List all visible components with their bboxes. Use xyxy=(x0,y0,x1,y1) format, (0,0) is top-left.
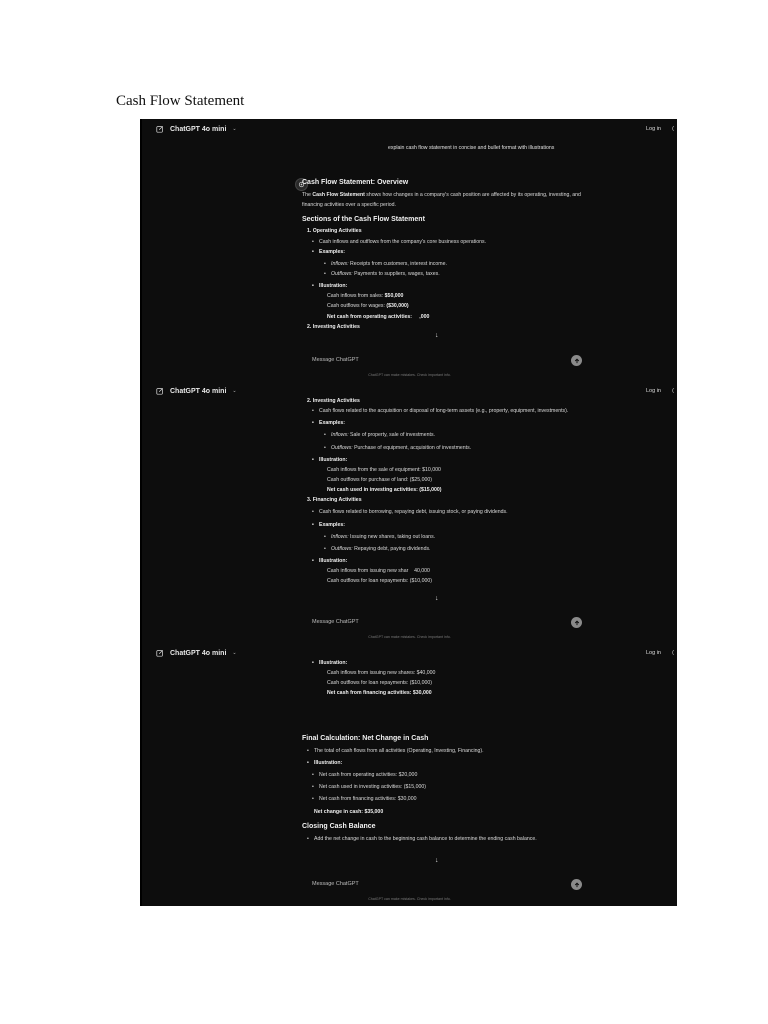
illustration-label: • Illustration: xyxy=(319,660,347,666)
operating-description: • Cash inflows and outflows from the company's core business operations. xyxy=(319,239,486,245)
chevron-down-icon: ⌄ xyxy=(232,126,237,132)
intro-paragraph: The Cash Flow Statement shows how changes in a company's cash position are affected by its operating, investing, and financing activities over a specific period. xyxy=(302,191,581,208)
examples-label: • Examples: xyxy=(319,420,345,426)
investing-illustration-1: Cash inflows from the sale of equipment: $10,000 xyxy=(327,466,441,473)
model-selector[interactable] xyxy=(156,125,237,133)
net-change-in-cash: Net change in cash: $35,000 xyxy=(314,809,384,816)
screenshot-3 xyxy=(140,643,677,906)
investing-illustration-2: Cash outflows for purchase of land: ($25,000) xyxy=(327,476,432,483)
disclaimer: ChatGPT can make mistakes. Check important info. xyxy=(368,373,451,377)
chevron-down-icon: ⌄ xyxy=(232,650,237,656)
disclaimer: ChatGPT can make mistakes. Check important info. xyxy=(368,897,451,901)
send-button[interactable] xyxy=(571,355,582,366)
model-name: ChatGPT 4o mini xyxy=(170,125,227,133)
document-title: Cash Flow Statement xyxy=(116,93,245,109)
final-illustration-1: • Net cash from operating activities: $20,000 xyxy=(319,772,417,778)
operating-illustration-3: Net cash from operating activities: ,000 xyxy=(327,313,430,320)
message-input[interactable]: Message ChatGPT xyxy=(312,357,359,363)
login-link[interactable]: Log in xyxy=(646,388,661,394)
examples-label: • Examples: xyxy=(319,522,345,528)
operating-outflows: • Outflows: Payments to suppliers, wages, taxes. xyxy=(331,271,440,277)
send-button[interactable] xyxy=(571,879,582,890)
assistant-response xyxy=(302,396,582,586)
scroll-down-icon[interactable]: ↓ xyxy=(435,857,439,864)
financing-inflows: • Inflows: Issuing new shares, taking out loans. xyxy=(331,534,435,540)
sections-heading: Sections of the Cash Flow Statement xyxy=(302,215,425,223)
financing-illustration-1: Cash inflows from issuing new shar 40,000 xyxy=(327,568,430,575)
message-composer[interactable] xyxy=(312,879,582,893)
scroll-down-icon[interactable]: ↓ xyxy=(435,332,439,339)
illustration-label: • Illustration: xyxy=(314,760,342,766)
financing-illustration-3: Net cash from financing activities: $30,000 xyxy=(327,690,432,697)
message-composer[interactable] xyxy=(312,355,582,369)
investing-outflows: • Outflows: Purchase of equipment, acquisition of investments. xyxy=(331,445,471,451)
scroll-down-icon[interactable]: ↓ xyxy=(435,595,439,602)
final-illustration-2: • Net cash used in investing activities: ($15,000) xyxy=(319,784,426,790)
closing-description: • Add the net change in cash to the beginning cash balance to determine the ending cash balance. xyxy=(314,836,537,842)
assistant-response xyxy=(302,658,582,699)
financing-activities-item: 3. Financing Activities xyxy=(307,497,362,504)
arrow-up-icon xyxy=(574,882,580,888)
examples-label: • Examples: xyxy=(319,249,345,255)
cropped-button-edge: ( xyxy=(672,650,674,656)
disclaimer: ChatGPT can make mistakes. Check important info. xyxy=(368,635,451,639)
new-chat-icon[interactable] xyxy=(156,125,164,133)
model-selector[interactable] xyxy=(156,387,237,395)
screenshot-2 xyxy=(140,381,677,643)
message-composer[interactable] xyxy=(312,617,582,631)
operating-inflows: • Inflows: Receipts from customers, interest income. xyxy=(331,261,447,267)
arrow-up-icon xyxy=(574,358,580,364)
final-illustration-3: • Net cash from financing activities: $30,000 xyxy=(319,796,416,802)
illustration-label: • Illustration: xyxy=(319,457,347,463)
send-button[interactable] xyxy=(571,617,582,628)
investing-activities-item: 2. Investing Activities xyxy=(307,323,360,330)
assistant-response xyxy=(302,177,582,332)
operating-illustration-2: Cash outflows for wages: ($30,000) xyxy=(327,303,409,310)
overview-heading: Cash Flow Statement: Overview xyxy=(302,179,409,186)
investing-description: • Cash flows related to the acquisition or disposal of long-term assets (e.g., property, equipment, investments). xyxy=(319,408,568,414)
screenshot-1 xyxy=(140,119,677,381)
financing-illustration-1: Cash inflows from issuing new shares: $40,000 xyxy=(327,670,436,677)
message-input[interactable]: Message ChatGPT xyxy=(312,881,359,887)
investing-inflows: • Inflows: Sale of property, sale of investments. xyxy=(331,432,435,438)
login-link[interactable]: Log in xyxy=(646,126,661,132)
financing-illustration-2: Cash outflows for loan repayments: ($10,000) xyxy=(327,680,432,687)
model-selector[interactable] xyxy=(156,649,237,657)
user-message: explain cash flow statement in concise and bullet format with illustrations xyxy=(388,145,555,151)
final-calculation-heading: Final Calculation: Net Change in Cash xyxy=(302,735,429,742)
assistant-response-continued xyxy=(302,733,582,844)
new-chat-icon[interactable] xyxy=(156,387,164,395)
financing-illustration-2: Cash outflows for loan repayments: ($10,000) xyxy=(327,578,432,585)
message-input[interactable]: Message ChatGPT xyxy=(312,619,359,625)
closing-balance-heading: Closing Cash Balance xyxy=(302,823,376,831)
investing-activities-item: 2. Investing Activities xyxy=(307,398,360,404)
investing-illustration-3: Net cash used in investing activities: ($15,000) xyxy=(327,487,442,494)
cropped-button-edge: ( xyxy=(672,126,674,132)
cropped-button-edge: ( xyxy=(672,388,674,394)
new-chat-icon[interactable] xyxy=(156,649,164,657)
login-link[interactable]: Log in xyxy=(646,650,661,656)
chevron-down-icon: ⌄ xyxy=(232,388,237,394)
final-description: • The total of cash flows from all activities (Operating, Investing, Financing). xyxy=(314,748,484,754)
illustration-label: • Illustration: xyxy=(319,283,347,289)
arrow-up-icon xyxy=(574,620,580,626)
operating-illustration-1: Cash inflows from sales: $50,000 xyxy=(327,293,404,300)
operating-activities-item: 1. Operating Activities xyxy=(307,228,362,235)
model-name: ChatGPT 4o mini xyxy=(170,649,227,657)
financing-outflows: • Outflows: Repaying debt, paying dividends. xyxy=(331,546,431,552)
financing-description: • Cash flows related to borrowing, repaying debt, issuing stock, or paying dividends. xyxy=(319,509,508,515)
model-name: ChatGPT 4o mini xyxy=(170,387,227,395)
illustration-label: • Illustration: xyxy=(319,558,347,564)
